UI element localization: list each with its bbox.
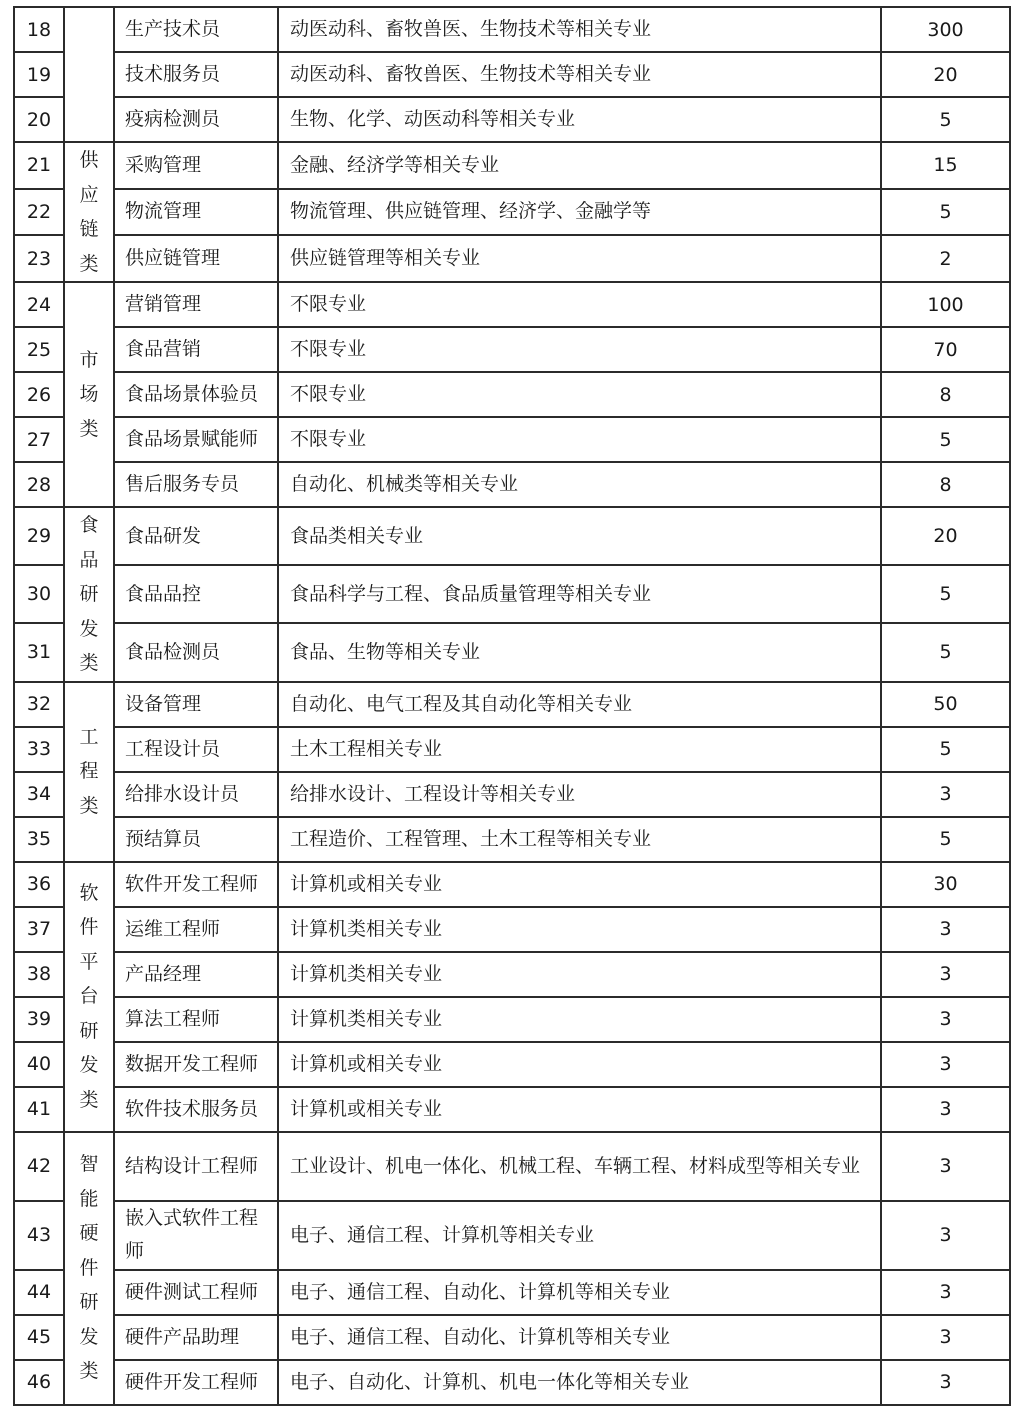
- row-number: 38: [14, 952, 64, 997]
- category-label: [79, 508, 98, 681]
- table-row: [14, 282, 1010, 327]
- major-requirement: 工程造价、工程管理、土木工程等相关专业: [278, 817, 881, 862]
- table-body: [14, 7, 1010, 1405]
- major-requirement: 生物、化学、动医动科等相关专业: [278, 97, 881, 142]
- category-char: 类: [79, 1088, 99, 1111]
- major-requirement: 工业设计、机电一体化、机械工程、车辆工程、材料成型等相关专业: [278, 1132, 881, 1201]
- row-number: 42: [14, 1132, 64, 1201]
- table-row: [14, 1315, 1010, 1360]
- headcount: 3: [881, 1042, 1010, 1087]
- headcount: 3: [881, 1270, 1010, 1315]
- row-number: 36: [14, 862, 64, 907]
- category-char: 场: [79, 383, 99, 406]
- row-number: 46: [14, 1360, 64, 1405]
- headcount: 5: [881, 565, 1010, 623]
- category-char: 能: [79, 1187, 99, 1210]
- major-requirement: 计算机类相关专业: [278, 907, 881, 952]
- row-number: 27: [14, 417, 64, 462]
- position-name: 设备管理: [114, 682, 278, 727]
- position-name: 疫病检测员: [114, 97, 278, 142]
- category-label: [79, 1147, 98, 1389]
- table-row: [14, 772, 1010, 817]
- position-name: 运维工程师: [114, 907, 278, 952]
- table-row: [14, 907, 1010, 952]
- major-requirement: 不限专业: [278, 372, 881, 417]
- category-char: 市: [79, 348, 99, 371]
- position-name: 硬件测试工程师: [114, 1270, 278, 1315]
- table-row: [14, 417, 1010, 462]
- major-requirement: 计算机类相关专业: [278, 997, 881, 1042]
- category-char: 发: [79, 1054, 99, 1077]
- position-name: 食品场景赋能师: [114, 417, 278, 462]
- row-number: 21: [14, 142, 64, 189]
- position-name: 结构设计工程师: [114, 1132, 278, 1201]
- category-char: 程: [79, 760, 99, 783]
- category-char: 件: [79, 916, 99, 939]
- position-name: 食品营销: [114, 327, 278, 372]
- position-name: 生产技术员: [114, 7, 278, 52]
- position-name: 售后服务专员: [114, 462, 278, 507]
- table-row: [14, 142, 1010, 189]
- headcount: 5: [881, 189, 1010, 236]
- major-requirement: 电子、通信工程、自动化、计算机等相关专业: [278, 1315, 881, 1360]
- row-number: 19: [14, 52, 64, 97]
- major-requirement: 食品、生物等相关专业: [278, 623, 881, 681]
- major-requirement: 自动化、电气工程及其自动化等相关专业: [278, 682, 881, 727]
- category-char: 件: [79, 1256, 99, 1279]
- headcount: 3: [881, 772, 1010, 817]
- position-name: 软件技术服务员: [114, 1087, 278, 1132]
- position-name: 食品品控: [114, 565, 278, 623]
- headcount: 3: [881, 952, 1010, 997]
- position-name: 食品研发: [114, 507, 278, 565]
- major-requirement: 动医动科、畜牧兽医、生物技术等相关专业: [278, 52, 881, 97]
- table-row: [14, 189, 1010, 236]
- category-cell: [64, 682, 114, 862]
- row-number: 44: [14, 1270, 64, 1315]
- category-cell: [64, 7, 114, 142]
- major-requirement: 不限专业: [278, 417, 881, 462]
- category-label: [79, 876, 98, 1118]
- row-number: 24: [14, 282, 64, 327]
- category-char: 链: [79, 218, 99, 240]
- position-name: 食品检测员: [114, 623, 278, 681]
- row-number: 32: [14, 682, 64, 727]
- category-char: 品: [79, 548, 99, 571]
- row-number: 40: [14, 1042, 64, 1087]
- category-char: 研: [79, 583, 99, 605]
- category-char: 类: [79, 1360, 99, 1383]
- position-name: 供应链管理: [114, 235, 278, 282]
- headcount: 3: [881, 1087, 1010, 1132]
- category-char: 类: [79, 794, 99, 817]
- category-char: 发: [79, 617, 99, 640]
- table-row: [14, 235, 1010, 282]
- row-number: 28: [14, 462, 64, 507]
- category-char: 工: [79, 725, 99, 748]
- table-row: [14, 1087, 1010, 1132]
- row-number: 30: [14, 565, 64, 623]
- major-requirement: 给排水设计、工程设计等相关专业: [278, 772, 881, 817]
- row-number: 25: [14, 327, 64, 372]
- headcount: 20: [881, 507, 1010, 565]
- table-row: [14, 862, 1010, 907]
- major-requirement: 计算机类相关专业: [278, 952, 881, 997]
- row-number: 35: [14, 817, 64, 862]
- headcount: 300: [881, 7, 1010, 52]
- headcount: 5: [881, 817, 1010, 862]
- position-name: 嵌入式软件工程师: [114, 1201, 278, 1270]
- row-number: 33: [14, 727, 64, 772]
- table-row: [14, 952, 1010, 997]
- category-char: 台: [79, 985, 99, 1008]
- table-row: [14, 7, 1010, 52]
- position-name: 软件开发工程师: [114, 862, 278, 907]
- table-row: [14, 1270, 1010, 1315]
- major-requirement: 电子、通信工程、计算机等相关专业: [278, 1201, 881, 1270]
- headcount: 5: [881, 97, 1010, 142]
- category-char: 平: [79, 950, 99, 973]
- major-requirement: 金融、经济学等相关专业: [278, 142, 881, 189]
- row-number: 45: [14, 1315, 64, 1360]
- category-char: 食: [79, 514, 99, 536]
- major-requirement: 计算机或相关专业: [278, 1087, 881, 1132]
- major-requirement: 动医动科、畜牧兽医、生物技术等相关专业: [278, 7, 881, 52]
- headcount: 2: [881, 235, 1010, 282]
- row-number: 22: [14, 189, 64, 236]
- headcount: 3: [881, 907, 1010, 952]
- row-number: 34: [14, 772, 64, 817]
- category-char: 发: [79, 1325, 99, 1348]
- major-requirement: 自动化、机械类等相关专业: [278, 462, 881, 507]
- row-number: 39: [14, 997, 64, 1042]
- row-number: 31: [14, 623, 64, 681]
- category-char: 类: [79, 252, 99, 275]
- table-row: [14, 1201, 1010, 1270]
- category-label: [79, 143, 98, 281]
- headcount: 3: [881, 997, 1010, 1042]
- category-char: 研: [79, 1019, 99, 1042]
- position-name: 工程设计员: [114, 727, 278, 772]
- position-name: 采购管理: [114, 142, 278, 189]
- major-requirement: 计算机或相关专业: [278, 862, 881, 907]
- position-name: 技术服务员: [114, 52, 278, 97]
- position-name: 产品经理: [114, 952, 278, 997]
- headcount: 100: [881, 282, 1010, 327]
- headcount: 3: [881, 1132, 1010, 1201]
- row-number: 23: [14, 235, 64, 282]
- row-number: 29: [14, 507, 64, 565]
- major-requirement: 食品类相关专业: [278, 507, 881, 565]
- table-row: [14, 372, 1010, 417]
- table-row: [14, 327, 1010, 372]
- major-requirement: 不限专业: [278, 327, 881, 372]
- position-name: 给排水设计员: [114, 772, 278, 817]
- table-row: [14, 727, 1010, 772]
- row-number: 37: [14, 907, 64, 952]
- position-name: 物流管理: [114, 189, 278, 236]
- major-requirement: 电子、通信工程、自动化、计算机等相关专业: [278, 1270, 881, 1315]
- row-number: 20: [14, 97, 64, 142]
- category-char: 研: [79, 1291, 99, 1314]
- category-char: 应: [79, 183, 99, 206]
- table-row: [14, 507, 1010, 565]
- category-char: 软: [79, 881, 99, 904]
- table-row: [14, 817, 1010, 862]
- recruitment-table: [13, 6, 1011, 1406]
- category-cell: [64, 1132, 114, 1405]
- headcount: 15: [881, 142, 1010, 189]
- headcount: 5: [881, 623, 1010, 681]
- headcount: 8: [881, 462, 1010, 507]
- position-name: 预结算员: [114, 817, 278, 862]
- category-char: 类: [79, 417, 99, 440]
- category-cell: [64, 142, 114, 282]
- table-row: [14, 97, 1010, 142]
- headcount: 5: [881, 727, 1010, 772]
- row-number: 18: [14, 7, 64, 52]
- headcount: 30: [881, 862, 1010, 907]
- major-requirement: 电子、自动化、计算机、机电一体化等相关专业: [278, 1360, 881, 1405]
- headcount: 70: [881, 327, 1010, 372]
- row-number: 26: [14, 372, 64, 417]
- position-name: 数据开发工程师: [114, 1042, 278, 1087]
- major-requirement: 供应链管理等相关专业: [278, 235, 881, 282]
- table-row: [14, 52, 1010, 97]
- headcount: 20: [881, 52, 1010, 97]
- headcount: 3: [881, 1201, 1010, 1270]
- category-cell: [64, 282, 114, 507]
- table-row: [14, 565, 1010, 623]
- table-row: [14, 1042, 1010, 1087]
- table-row: [14, 1360, 1010, 1405]
- table-row: [14, 1132, 1010, 1201]
- headcount: 3: [881, 1315, 1010, 1360]
- headcount: 50: [881, 682, 1010, 727]
- category-char: 供: [79, 149, 99, 171]
- category-char: 类: [79, 652, 99, 674]
- position-name: 营销管理: [114, 282, 278, 327]
- row-number: 43: [14, 1201, 64, 1270]
- headcount: 8: [881, 372, 1010, 417]
- category-label: [79, 343, 98, 447]
- category-char: 硬: [79, 1222, 99, 1245]
- position-name: 食品场景体验员: [114, 372, 278, 417]
- row-number: 41: [14, 1087, 64, 1132]
- major-requirement: 不限专业: [278, 282, 881, 327]
- category-label: [79, 720, 98, 824]
- headcount: 5: [881, 417, 1010, 462]
- position-name: 硬件开发工程师: [114, 1360, 278, 1405]
- major-requirement: 计算机或相关专业: [278, 1042, 881, 1087]
- position-name: 算法工程师: [114, 997, 278, 1042]
- category-char: 智: [79, 1153, 99, 1176]
- position-name: 硬件产品助理: [114, 1315, 278, 1360]
- table-row: [14, 462, 1010, 507]
- table-row: [14, 623, 1010, 681]
- category-cell: [64, 862, 114, 1132]
- table-row: [14, 997, 1010, 1042]
- major-requirement: 土木工程相关专业: [278, 727, 881, 772]
- headcount: 3: [881, 1360, 1010, 1405]
- major-requirement: 食品科学与工程、食品质量管理等相关专业: [278, 565, 881, 623]
- major-requirement: 物流管理、供应链管理、经济学、金融学等: [278, 189, 881, 236]
- table-row: [14, 682, 1010, 727]
- category-cell: [64, 507, 114, 682]
